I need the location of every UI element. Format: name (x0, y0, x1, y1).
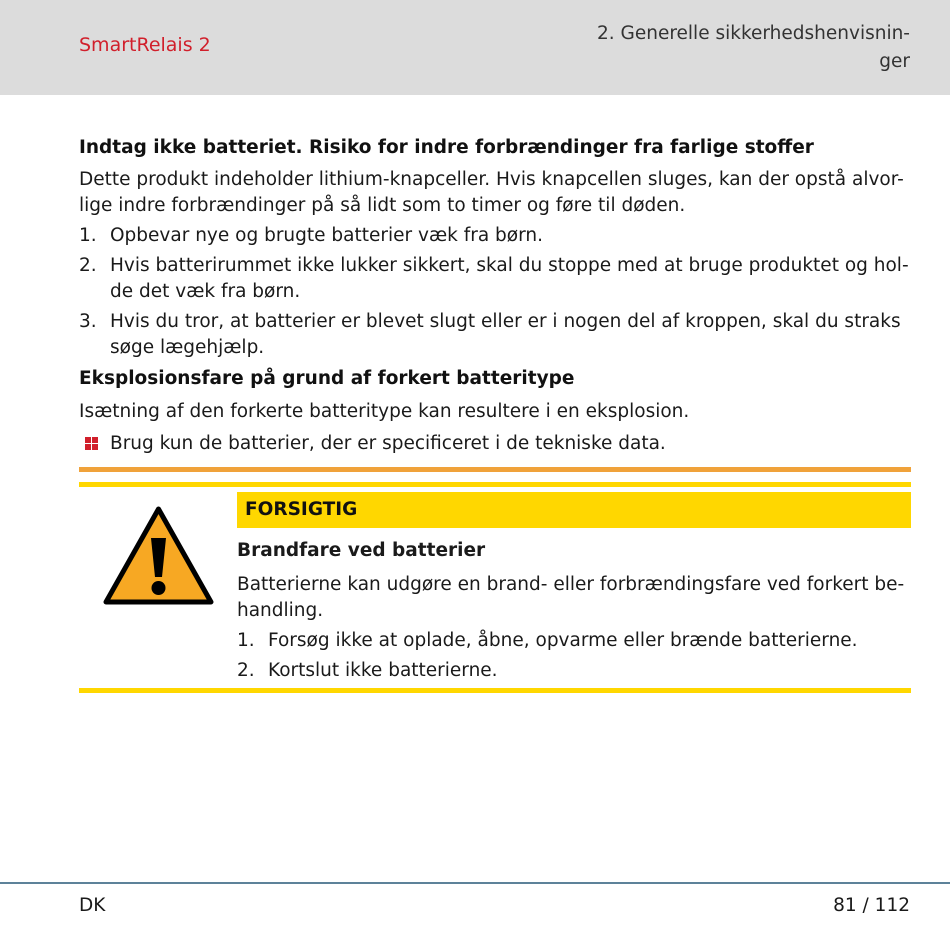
warning-box (237, 492, 911, 688)
bullet-item (79, 431, 911, 457)
list-text: Opbevar nye og brugte batterier væk fra børn. (110, 225, 543, 246)
list-text: Forsøg ikke at oplade, åbne, opvarme eller brænde batterierne. (268, 630, 858, 651)
warning-title: Brandfare ved batterier (237, 540, 486, 561)
footer-rule (0, 882, 950, 884)
list-item (79, 309, 911, 361)
orange-divider (79, 467, 911, 472)
warning-list (237, 628, 911, 684)
page-number: 81 / 112 (833, 895, 910, 916)
ingestion-list (79, 223, 911, 361)
main-content (79, 134, 911, 457)
list-item (79, 253, 911, 305)
chapter-title-line-2: ger (879, 51, 910, 72)
brand-title: SmartRelais 2 (79, 34, 211, 56)
section-text-explosion: Isætning af den forkerte batteritype kan resultere i en eksplosion. (79, 401, 690, 422)
bullet-text: Brug kun de batterier, der er specificeret i de tekniske data. (110, 433, 666, 454)
list-number: 1. (79, 225, 97, 246)
page-header (0, 0, 950, 95)
list-number: 1. (237, 630, 255, 651)
list-text: Kortslut ikke batterierne. (268, 660, 498, 681)
red-square-bullet-icon (85, 437, 98, 450)
list-text: Hvis du tror, at batterier er blevet slugt eller er i nogen del af kroppen, skal du straks søge lægehjælp. (110, 311, 901, 358)
list-item (237, 658, 911, 684)
list-number: 3. (79, 311, 97, 332)
signal-word: FORSIGTIG (237, 492, 911, 528)
section-intro-ingestion: Dette produkt indeholder lithium-knapceller. Hvis knapcellen sluges, kan der opstå alvor-lige indre forbrændinger på så lidt som to timer og føre til døden. (79, 169, 904, 216)
chapter-title (550, 20, 910, 76)
list-item (237, 628, 911, 654)
list-number: 2. (79, 255, 97, 276)
warning-bottom-rule (79, 688, 911, 693)
list-number: 2. (237, 660, 255, 681)
section-heading-ingestion: Indtag ikke batteriet. Risiko for indre forbrændinger fra farlige stoffer (79, 137, 814, 158)
warning-text: Batterierne kan udgøre en brand- eller forbrændingsfare ved forkert be-handling. (237, 574, 905, 621)
chapter-title-line-1: 2. Generelle sikkerhedshenvisnin- (596, 23, 910, 44)
list-item (79, 223, 911, 249)
warning-triangle-icon (102, 505, 215, 605)
section-heading-explosion: Eksplosionsfare på grund af forkert batteritype (79, 368, 575, 389)
warning-top-rule (79, 482, 911, 487)
list-text: Hvis batterirummet ikke lukker sikkert, skal du stoppe med at bruge produktet og hol-de det væk fra børn. (110, 255, 909, 302)
footer-language: DK (79, 895, 106, 916)
